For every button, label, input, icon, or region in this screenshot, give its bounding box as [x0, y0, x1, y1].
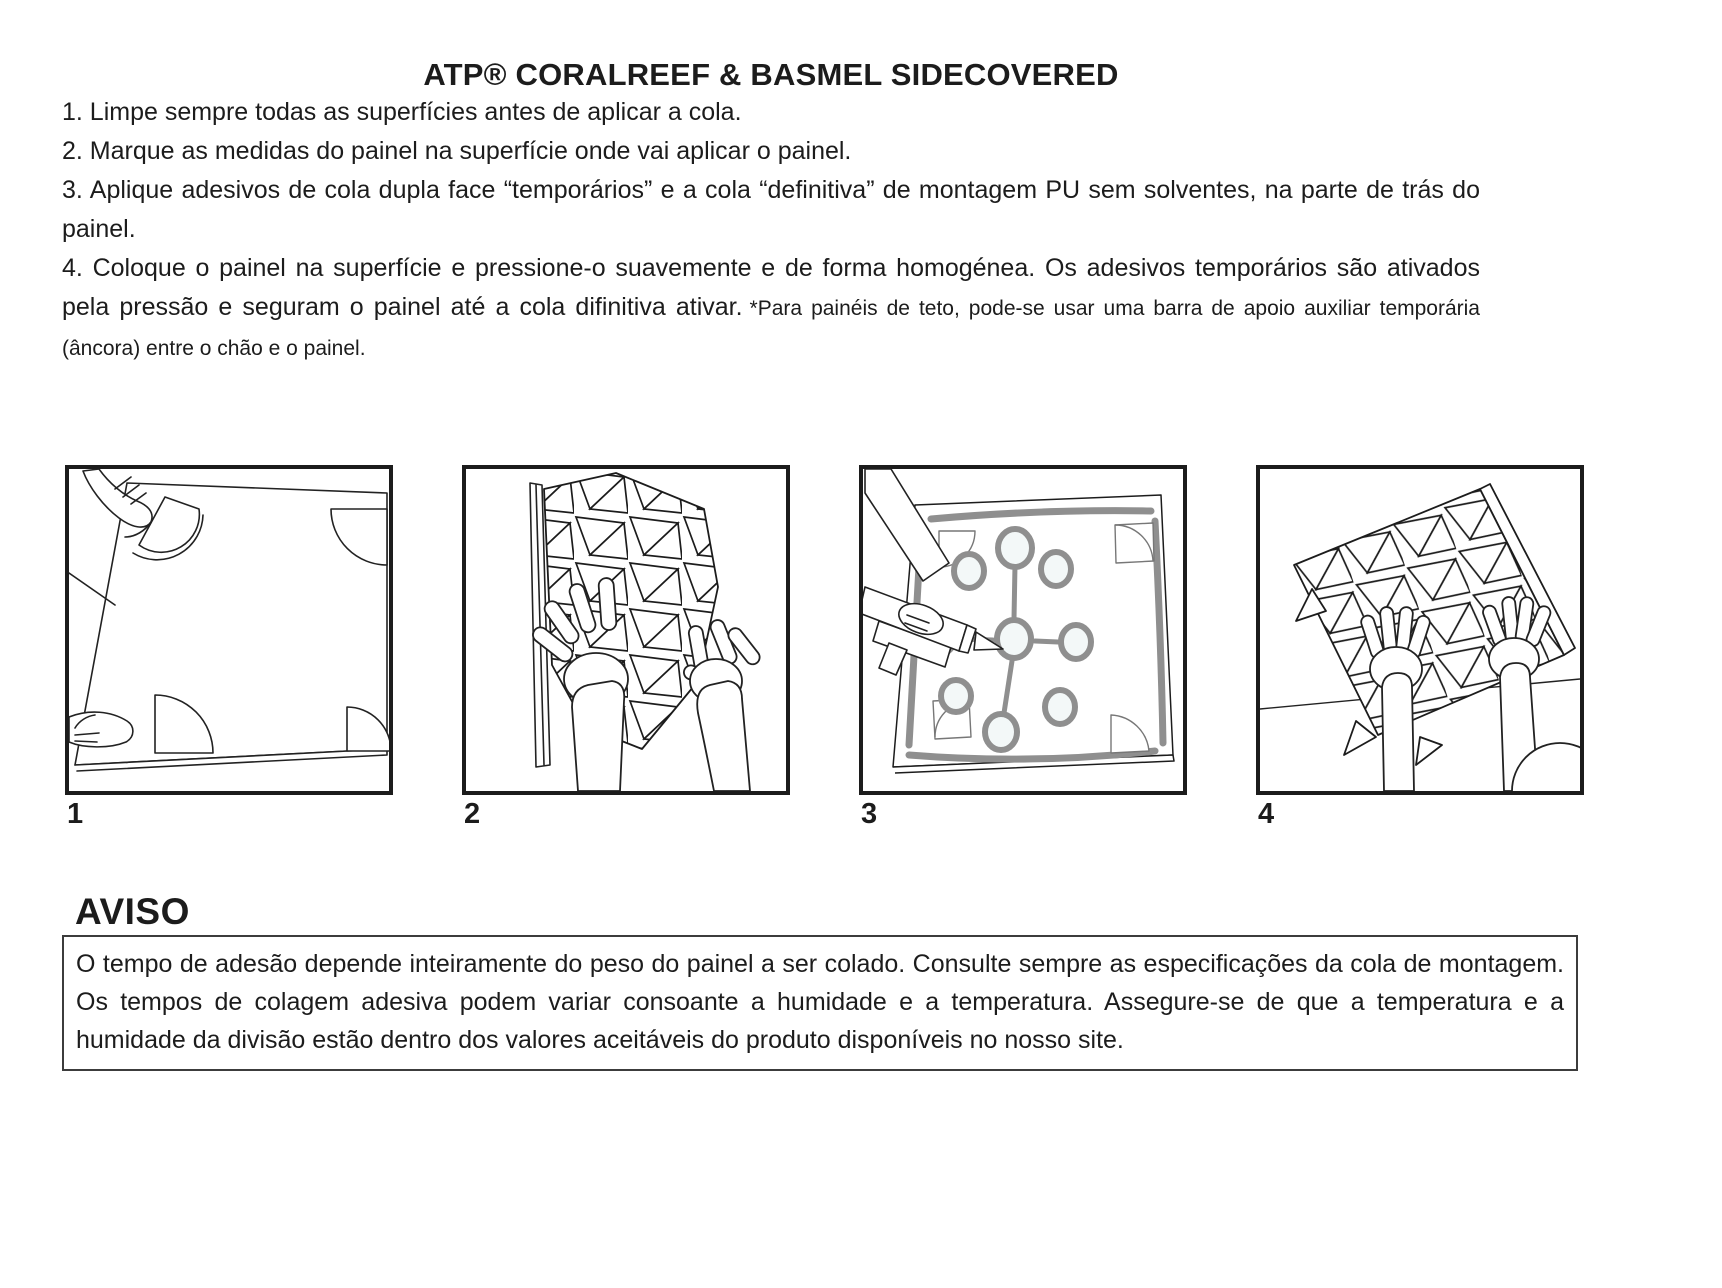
instruction-list [62, 93, 1480, 368]
figure-4 [1256, 465, 1584, 831]
figure-2-frame [462, 465, 790, 795]
glue-application-illustration-icon [863, 469, 1183, 791]
panel-mounting-illustration-icon [1260, 469, 1580, 791]
clean-panel-illustration-icon [69, 469, 389, 791]
warning-heading: AVISO [75, 891, 190, 932]
figure-2 [462, 465, 790, 831]
figure-3 [859, 465, 1187, 831]
instruction-step-3: 3. Aplique adesivos de cola dupla face “temporários” e a cola “definitiva” de montagem PU sem solventes, na parte de trás do painel. [62, 176, 1480, 243]
figure-strip [65, 465, 1584, 831]
instruction-step-2: 2. Marque as medidas do painel na superfície onde vai aplicar o painel. [62, 137, 852, 165]
instruction-step-4 [62, 249, 1480, 368]
figure-1 [65, 465, 393, 831]
warning-box [62, 935, 1578, 1071]
warning-text: O tempo de adesão depende inteiramente do peso do painel a ser colado. Consulte sempre as especificações da cola de montagem. Os tempos de colagem adesiva podem variar consoante a humidade e a temperatura. Assegure-se de que a temperatura e a humidade da divisão estão dentro dos valores aceitáveis do produto disponíveis no nosso site. [76, 950, 1564, 1054]
instruction-step-4-footnote: *Para painéis de teto, pode-se usar uma barra de apoio auxiliar temporária (âncora) entre o chão e o painel. [62, 297, 1480, 360]
textured-panel-illustration-icon [466, 469, 786, 791]
figure-1-number: 1 [67, 798, 84, 830]
figure-4-number: 4 [1258, 798, 1275, 830]
figure-4-frame [1256, 465, 1584, 795]
figure-1-frame [65, 465, 393, 795]
page-title: ATP® CORALREEF & BASMEL SIDECOVERED [423, 57, 1119, 92]
instruction-step-4-text: 4. Coloque o painel na superfície e pressione-o suavemente e de forma homogénea. Os adesivos temporários são ativados pela pressão e seguram o painel até a cola difinitiva ativar. [62, 254, 1480, 321]
figure-2-number: 2 [464, 798, 481, 830]
figure-3-number: 3 [861, 798, 878, 830]
figure-3-frame [859, 465, 1187, 795]
instruction-step-1: 1. Limpe sempre todas as superfícies antes de aplicar a cola. [62, 98, 742, 126]
